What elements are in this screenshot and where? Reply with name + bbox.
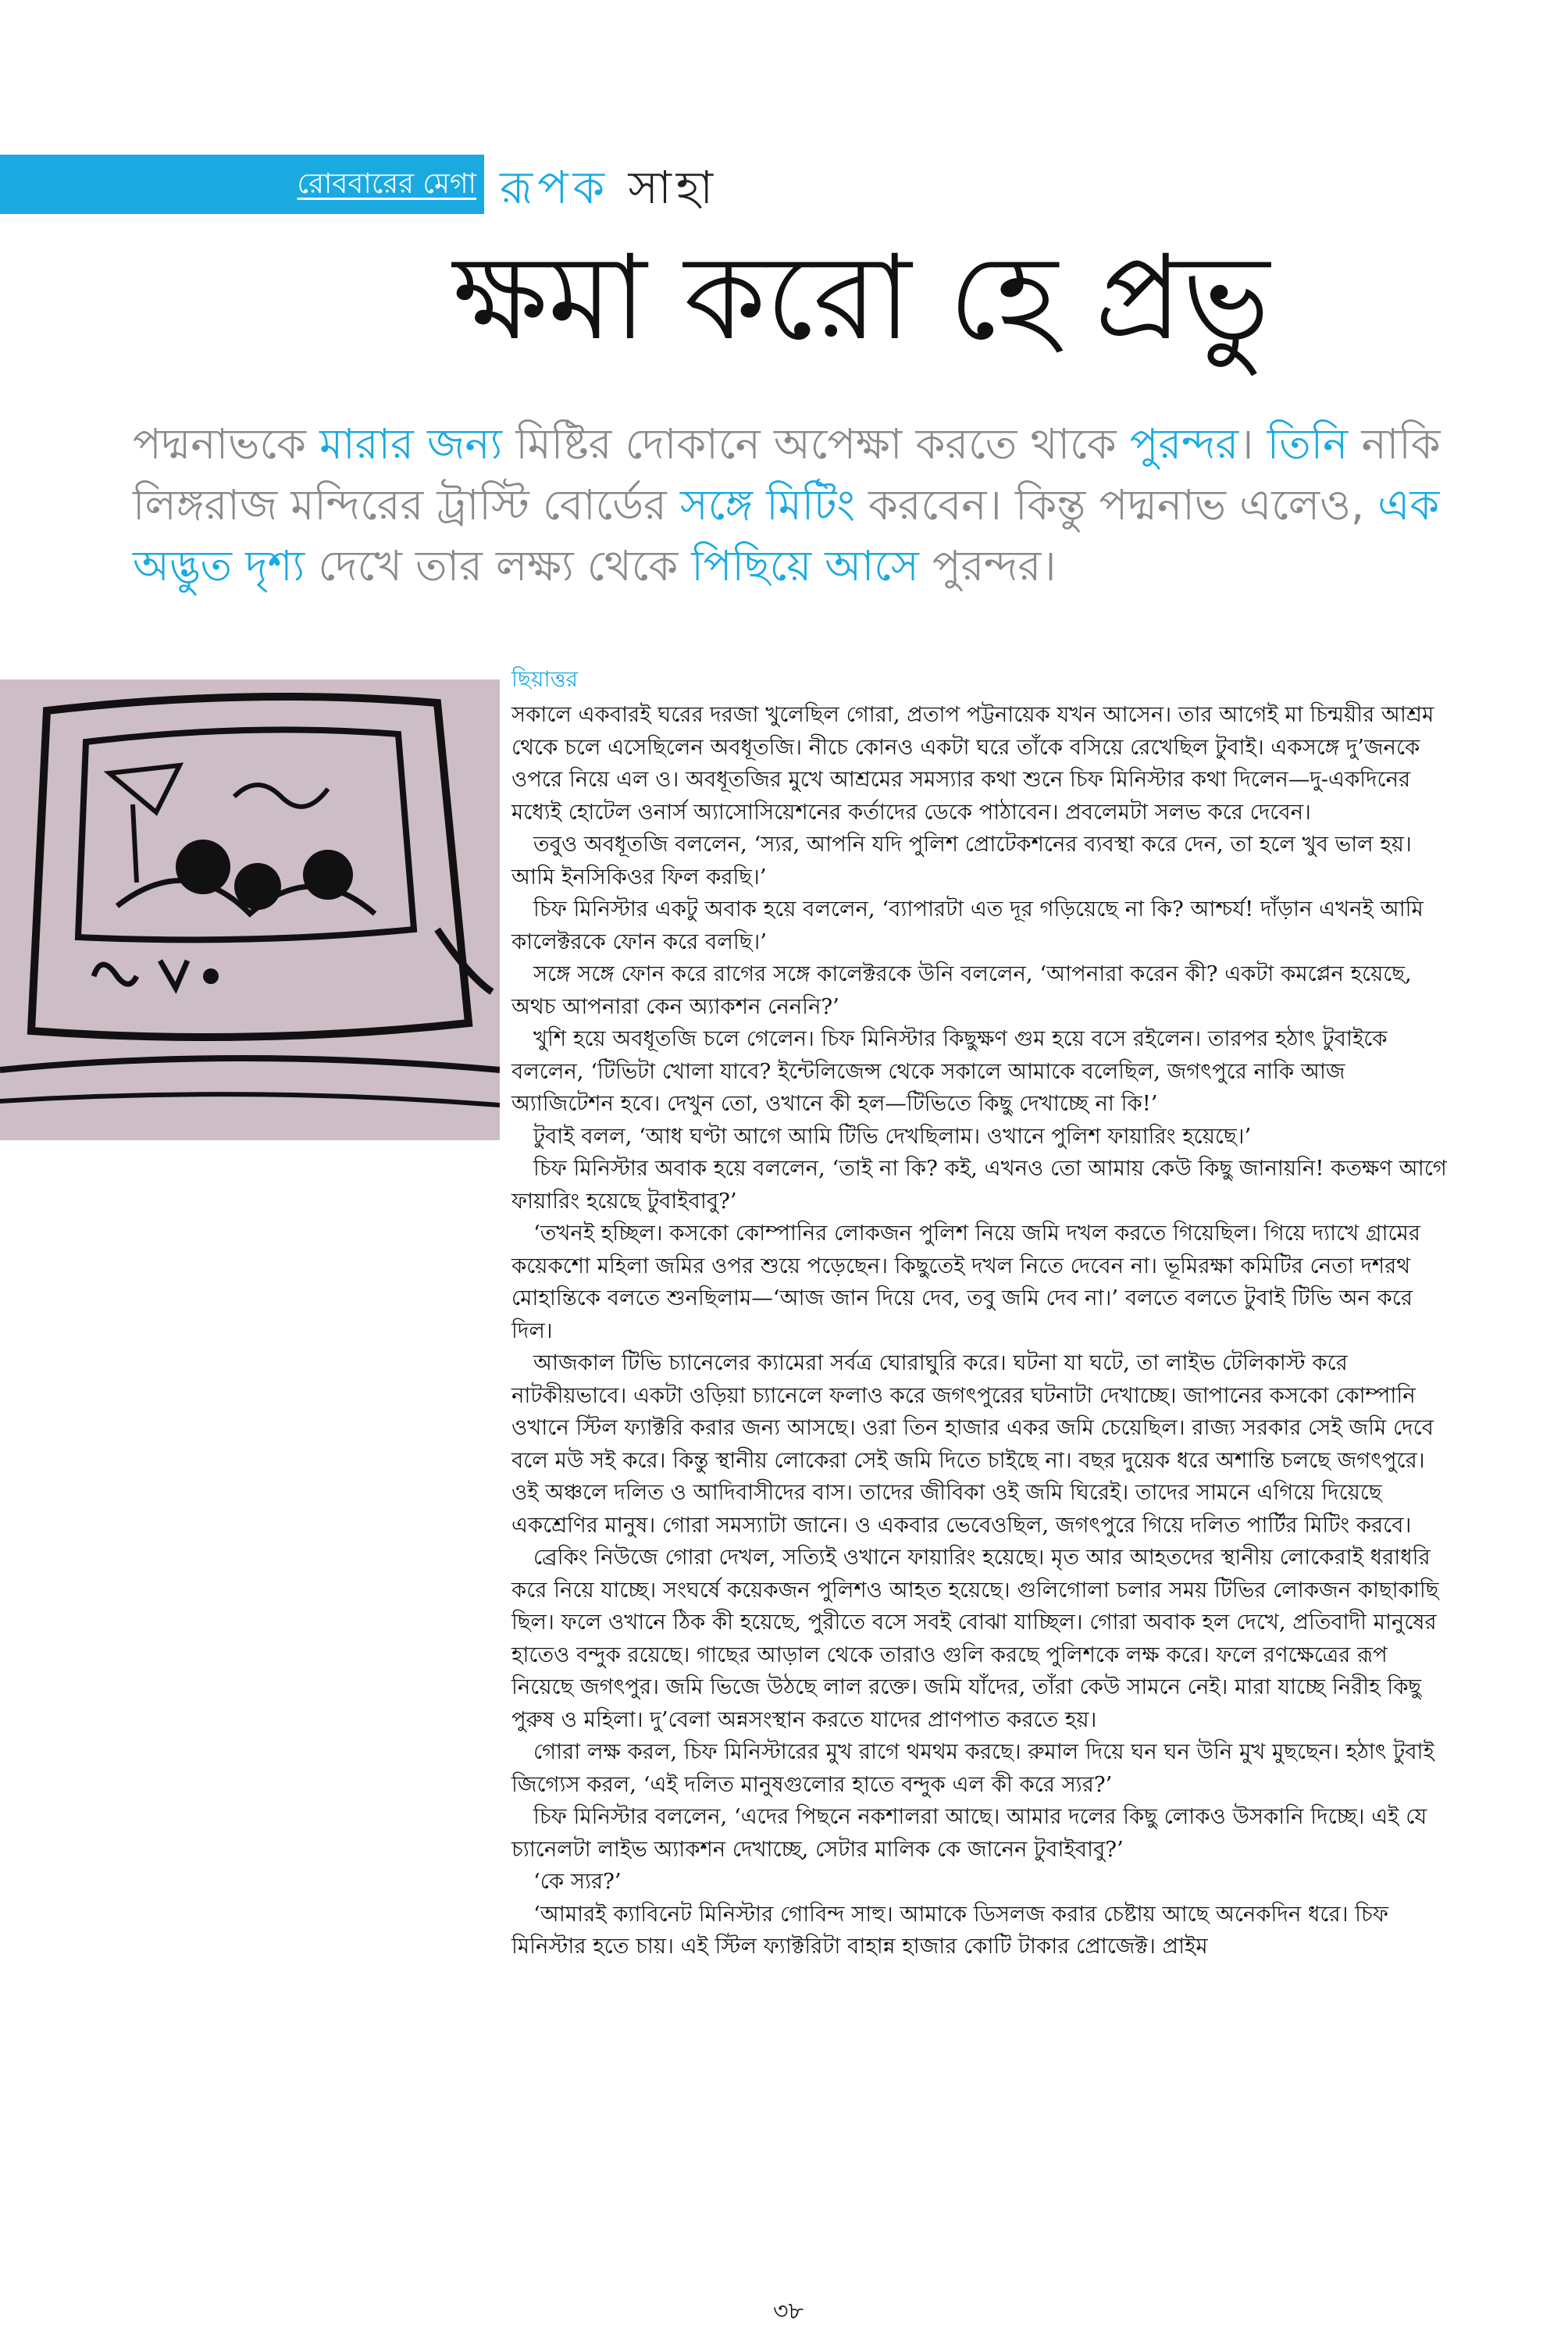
body-paragraph: সকালে একবারই ঘরের দরজা খুলেছিল গোরা, প্রতাপ পট্টনায়েক যখন আসেন। তার আগেই মা চিন্ময়ীর আশ্রম থেকে চলে এসেছিলেন অবধূতজি। নীচে কোনও একটা ঘরে তাঁকে বসিয়ে রেখেছিল টুবাই। একসঙ্গে দু’জনকে ওপরে নিয়ে এল ও। অবধূতজির মুখে আশ্রমের সমস্যার কথা শুনে চিফ মিনিস্টার কথা দিলেন—দু-একদিনের মধ্যেই হোটেল ওনার্স অ্যাসোসিয়েশনের কর্তাদের ডেকে পাঠাবেন। প্রবলেমটা সলভ করে দেবেন। bbox=[511, 702, 1434, 825]
body-paragraph: ব্রেকিং নিউজে গোরা দেখল, সত্যিই ওখানে ফায়ারিং হয়েছে। মৃত আর আহতদের স্থানীয় লোকেরাই ধরাধরি করে নিয়ে যাচ্ছে। সংঘর্ষে কয়েকজন পুলিশও আহত হয়েছে। গুলিগোলা চলার সময় টিভির লোকজন কাছাকাছি ছিল। ফলে ওখানে ঠিক কী হয়েছে, পুরীতে বসে সবই বোঝা যাচ্ছিল। গোরা অবাক হল দেখে, প্রতিবাদী মানুষের হাতেও বন্দুক রয়েছে। গাছের আড়াল থেকে তারাও গুলি করছে পুলিশকে লক্ষ করে। ফলে রণক্ষেত্রের রূপ নিয়েছে জগৎপুর। জমি ভিজে উঠছে লাল রক্তে। জমি যাঁদের, তাঁরা কেউ সামনে নেই। মারা যাচ্ছে নিরীহ কিছু পুরুষ ও মহিলা। দু’বেলা অন্নসংস্থান করতে যাদের প্রাণপাত করতে হয়। bbox=[511, 1545, 1439, 1732]
section-tab bbox=[0, 155, 484, 214]
intro-text: । bbox=[1238, 419, 1267, 469]
intro-text: মিষ্টির দোকানে অপেক্ষা করতে থাকে bbox=[502, 419, 1130, 469]
intro-blurb bbox=[133, 414, 1452, 597]
body-paragraph: ‘আমারই ক্যাবিনেট মিনিস্টার গোবিন্দ সাহু। আমাকে ডিসলজ করার চেষ্টায় আছে অনেকদিন ধরে। চিফ মিনিস্টার হতে চায়। এই স্টিল ফ্যাক্টরিটা বাহান্ন হাজার কোটি টাকার প্রোজেক্ট। প্রাইম bbox=[511, 1901, 1388, 1959]
page-number: ৩৮ bbox=[773, 2298, 804, 2325]
tv-sketch-icon bbox=[0, 679, 500, 1140]
body-paragraph: তবুও অবধূতজি বললেন, ‘স্যর, আপনি যদি পুলিশ প্রোটেকশনের ব্যবস্থা করে দেন, তা হলে খুব ভাল হয়। আমি ইনসিকিওর ফিল করছি।’ bbox=[511, 832, 1412, 890]
section-label: রোববারের মেগা bbox=[297, 168, 476, 200]
author-first-name: রূপক bbox=[500, 161, 629, 214]
intro-highlight: তিনি bbox=[1267, 419, 1349, 469]
intro-text: করবেন। কিন্তু পদ্মনাভ এলেও, bbox=[854, 480, 1378, 530]
intro-highlight: পিছিয়ে আসে bbox=[691, 541, 919, 590]
intro-highlight: এক অদ্ভুত দৃশ্য bbox=[133, 480, 1440, 590]
body-paragraph: টুবাই বলল, ‘আধ ঘণ্টা আগে আমি টিভি দেখছিলাম। ওখানে পুলিশ ফায়ারিং হয়েছে।’ bbox=[533, 1123, 1252, 1149]
intro-highlight: মারার জন্য bbox=[319, 419, 503, 469]
intro-highlight: সঙ্গে মিটিং bbox=[679, 480, 855, 530]
intro-text: নাকি লিঙ্গরাজ মন্দিরের ট্রাস্টি বোর্ডের bbox=[133, 419, 1441, 530]
body-paragraph: সঙ্গে সঙ্গে ফোন করে রাগের সঙ্গে কালেক্টরকে উনি বললেন, ‘আপনারা করেন কী? একটা কমপ্লেন হয়েছে, অথচ আপনারা কেন অ্যাকশন নেননি?’ bbox=[511, 961, 1412, 1019]
story-title: ক্ষমা করো হে প্রভু bbox=[453, 230, 1270, 366]
body-paragraph: খুশি হয়ে অবধূতজি চলে গেলেন। চিফ মিনিস্টার কিছুক্ষণ গুম হয়ে বসে রইলেন। তারপর হঠাৎ টুবাইকে বললেন, ‘টিভিটা খোলা যাবে? ইন্টেলিজেন্স থেকে সকালে আমাকে বলেছিল, জগৎপুরে নাকি আজ অ্যাজিটেশন হবে। দেখুন তো, ওখানে কী হল—টিভিতে কিছু দেখাচ্ছে না কি!’ bbox=[511, 1026, 1388, 1116]
body-paragraph: আজকাল টিভি চ্যানেলের ক্যামেরা সর্বত্র ঘোরাঘুরি করে। ঘটনা যা ঘটে, তা লাইভ টেলিকাস্ট করে নাটকীয়ভাবে। একটা ওড়িয়া চ্যানেলে ফলাও করে জগৎপুরের ঘটনাটা দেখাচ্ছে। জাপানের কসকো কোম্পানি ওখানে স্টিল ফ্যাক্টরি করার জন্য আসছে। ওরা তিন হাজার একর জমি চেয়েছিল। রাজ্য সরকার সেই জমি দেবে বলে মউ সই করে। কিন্তু স্থানীয় লোকেরা সেই জমি দিতে চাইছে না। বছর দুয়েক ধরে অশান্তি চলছে জগৎপুরে। ওই অঞ্চলে দলিত ও আদিবাসীদের বাস। তাদের জীবিকা ওই জমি ঘিরেই। তাদের সামনে এগিয়ে দিয়েছে একশ্রেণির মানুষ। গোরা সমস্যাটা জানে। ও একবার ভেবেওছিল, জগৎপুরে গিয়ে দলিত পার্টির মিটিং করবে। bbox=[511, 1350, 1434, 1538]
author-last-name: সাহা bbox=[628, 161, 718, 214]
chapter-label: ছিয়াত্তর bbox=[511, 666, 579, 692]
author-name bbox=[500, 153, 718, 229]
body-paragraph: ‘কে স্যর?’ bbox=[533, 1869, 622, 1894]
intro-text: দেখে তার লক্ষ্য থেকে bbox=[305, 541, 692, 590]
intro-text: পদ্মনাভকে bbox=[133, 419, 320, 469]
tv-illustration bbox=[0, 679, 500, 1140]
intro-text: পুরন্দর। bbox=[918, 541, 1057, 590]
body-paragraph: গোরা লক্ষ করল, চিফ মিনিস্টারের মুখ রাগে থমথম করছে। রুমাল দিয়ে ঘন ঘন উনি মুখ মুছছেন। হঠাৎ টুবাই জিগ্যেস করল, ‘এই দলিত মানুষগুলোর হাতে বন্দুক এল কী করে স্যর?’ bbox=[511, 1739, 1434, 1797]
body-paragraph: চিফ মিনিস্টার বললেন, ‘এদের পিছনে নকশালরা আছে। আমার দলের কিছু লোকও উসকানি দিচ্ছে। এই যে চ্যানেলটা লাইভ অ্যাকশন দেখাচ্ছে, সেটার মালিক কে জানেন টুবাইবাবু?’ bbox=[511, 1804, 1427, 1862]
intro-highlight: পুরন্দর bbox=[1129, 419, 1239, 469]
story-body bbox=[511, 699, 1449, 1963]
body-paragraph: ‘তখনই হচ্ছিল। কসকো কোম্পানির লোকজন পুলিশ নিয়ে জমি দখল করতে গিয়েছিল। গিয়ে দ্যাখে গ্রামের কয়েকশো মহিলা জমির ওপর শুয়ে পড়েছেন। কিছুতেই দখল নিতে দেবেন না। ভূমিরক্ষা কমিটির নেতা দশরথ মোহান্তিকে বলতে শুনছিলাম—‘আজ জান দিয়ে দেব, তবু জমি দেব না।’ বলতে বলতে টুবাই টিভি অন করে দিল। bbox=[511, 1221, 1420, 1343]
body-paragraph: চিফ মিনিস্টার একটু অবাক হয়ে বললেন, ‘ব্যাপারটা এত দূর গড়িয়েছে না কি? আশ্চর্য! দাঁড়ান এখনই আমি কালেক্টরকে ফোন করে বলছি।’ bbox=[511, 897, 1424, 954]
body-paragraph: চিফ মিনিস্টার অবাক হয়ে বললেন, ‘তাই না কি? কই, এখনও তো আমায় কেউ কিছু জানায়নি! কতক্ষণ আগে ফায়ারিং হয়েছে টুবাইবাবু?’ bbox=[511, 1156, 1447, 1214]
